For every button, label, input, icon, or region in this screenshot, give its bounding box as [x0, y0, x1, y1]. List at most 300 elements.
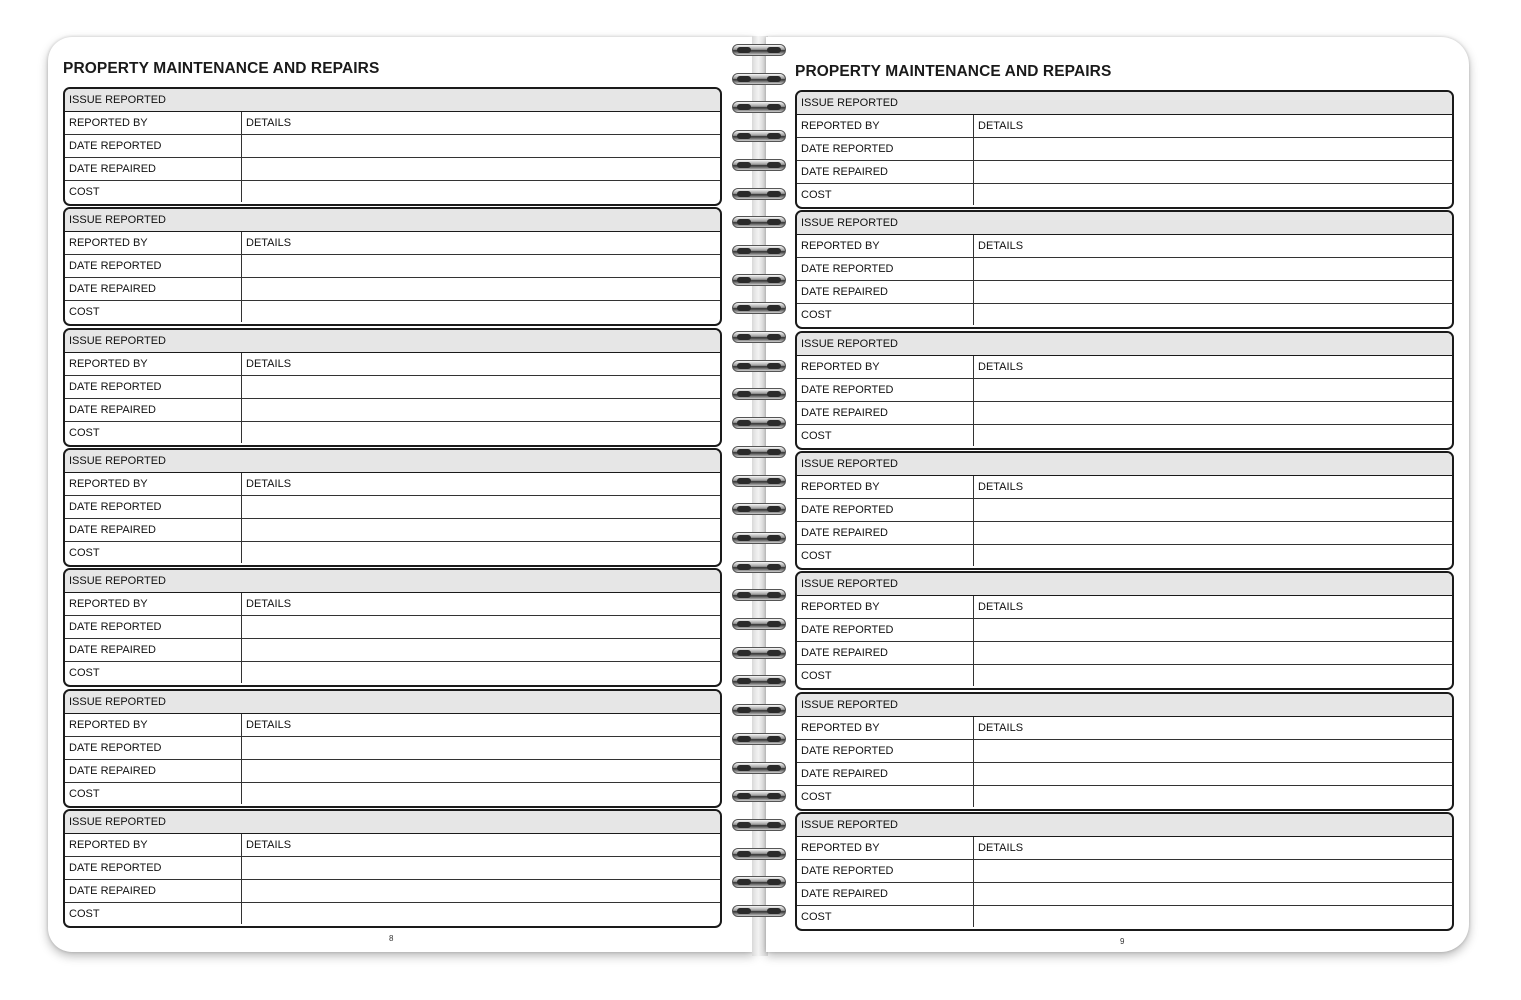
cost-row [797, 184, 1452, 205]
date-repaired-field[interactable] [65, 158, 242, 180]
date-repaired-field[interactable] [65, 399, 242, 421]
details-line[interactable] [974, 304, 1452, 325]
repair-entry [63, 689, 722, 808]
spiral-loop-icon [732, 532, 786, 544]
date-repaired-label: DATE REPAIRED [69, 283, 156, 296]
date-reported-row [797, 740, 1452, 763]
reported-by-field[interactable] [797, 717, 974, 739]
details-line[interactable] [242, 616, 720, 638]
date-reported-row [65, 737, 720, 760]
date-repaired-row [65, 158, 720, 181]
date-repaired-row [797, 161, 1452, 184]
date-reported-label: DATE REPORTED [69, 260, 162, 273]
details-line[interactable] [242, 399, 720, 421]
details-label: DETAILS [978, 721, 1024, 734]
date-reported-label: DATE REPORTED [801, 864, 894, 877]
date-reported-label: DATE REPORTED [801, 263, 894, 276]
date-repaired-field[interactable] [797, 402, 974, 424]
date-repaired-row [797, 402, 1452, 425]
issue-reported-field[interactable] [797, 453, 1452, 476]
spiral-loop-icon [732, 417, 786, 429]
issue-reported-label: ISSUE REPORTED [801, 217, 898, 230]
issue-reported-label: ISSUE REPORTED [69, 214, 166, 227]
date-repaired-label: DATE REPAIRED [801, 526, 888, 539]
spiral-loop-icon [732, 101, 786, 113]
reported-by-label: REPORTED BY [801, 601, 880, 614]
details-label: DETAILS [246, 357, 292, 370]
spiral-loop-icon [732, 762, 786, 774]
reported-by-field[interactable] [65, 714, 242, 736]
details-line[interactable] [242, 760, 720, 782]
date-reported-field[interactable] [797, 499, 974, 521]
reported-by-label: REPORTED BY [69, 598, 148, 611]
date-reported-field[interactable] [65, 496, 242, 518]
spiral-loop-icon [732, 790, 786, 802]
details-label: DETAILS [246, 838, 292, 851]
details-line[interactable] [974, 184, 1452, 205]
details-label: DETAILS [246, 117, 292, 129]
details-line[interactable] [974, 499, 1452, 521]
cost-row [797, 304, 1452, 325]
details-line[interactable] [974, 522, 1452, 544]
date-repaired-label: DATE REPAIRED [801, 286, 888, 299]
date-repaired-row [797, 642, 1452, 665]
date-reported-field[interactable] [797, 258, 974, 280]
reported-by-field[interactable] [797, 235, 974, 257]
details-line[interactable] [242, 639, 720, 661]
issue-reported-field[interactable] [797, 212, 1452, 235]
issue-reported-label: ISSUE REPORTED [801, 337, 898, 350]
date-reported-label: DATE REPORTED [801, 143, 894, 155]
details-line[interactable] [242, 422, 720, 443]
date-reported-label: DATE REPORTED [801, 503, 894, 516]
date-repaired-field[interactable] [797, 763, 974, 785]
cost-field[interactable] [65, 542, 242, 563]
spiral-loop-icon [732, 905, 786, 917]
date-reported-field[interactable] [65, 135, 242, 157]
date-repaired-row [65, 639, 720, 662]
page-number: 9 [1120, 937, 1125, 946]
cost-row [65, 422, 720, 443]
details-field[interactable] [242, 353, 720, 375]
reported-by-label: REPORTED BY [801, 480, 880, 493]
details-field[interactable] [242, 834, 720, 856]
date-repaired-field[interactable] [65, 639, 242, 661]
cost-row [65, 542, 720, 563]
repair-entry [63, 207, 722, 326]
details-label: DETAILS [978, 480, 1024, 493]
date-reported-row [65, 255, 720, 278]
spiral-binding-icon [728, 40, 792, 950]
date-repaired-row [65, 278, 720, 301]
date-reported-row [797, 258, 1452, 281]
cost-field[interactable] [65, 783, 242, 804]
repair-entry [63, 568, 722, 687]
details-line[interactable] [974, 258, 1452, 280]
date-repaired-field[interactable] [797, 883, 974, 905]
details-line[interactable] [242, 542, 720, 563]
spiral-loop-icon [732, 733, 786, 745]
reported-by-row [797, 356, 1452, 379]
cost-field[interactable] [797, 906, 974, 927]
date-reported-row [65, 376, 720, 399]
spiral-loop-icon [732, 73, 786, 85]
issue-reported-field[interactable] [65, 450, 720, 473]
date-repaired-label: DATE REPAIRED [69, 163, 156, 175]
issue-reported-label: ISSUE REPORTED [69, 695, 166, 708]
details-line[interactable] [974, 642, 1452, 664]
date-reported-row [797, 499, 1452, 522]
date-repaired-label: DATE REPAIRED [69, 764, 156, 777]
repair-entry [795, 451, 1454, 570]
spiral-loop-icon [732, 44, 786, 56]
reported-by-label: REPORTED BY [69, 117, 148, 129]
date-reported-label: DATE REPORTED [69, 500, 162, 513]
issue-reported-field[interactable] [797, 333, 1452, 356]
cost-row [65, 783, 720, 804]
date-reported-row [797, 379, 1452, 402]
page-title: PROPERTY MAINTENANCE AND REPAIRS [795, 63, 1112, 80]
cost-row [797, 906, 1452, 927]
date-reported-label: DATE REPORTED [801, 383, 894, 396]
date-repaired-label: DATE REPAIRED [801, 887, 888, 900]
reported-by-field[interactable] [65, 473, 242, 495]
spiral-loop-icon [732, 331, 786, 343]
cost-row [797, 545, 1452, 566]
repair-entry [795, 692, 1454, 811]
details-line[interactable] [974, 402, 1452, 424]
details-label: DETAILS [246, 598, 292, 611]
issue-reported-field[interactable] [65, 209, 720, 232]
repair-entry [63, 448, 722, 567]
details-label: DETAILS [246, 477, 292, 490]
details-line[interactable] [242, 301, 720, 322]
reported-by-row [65, 112, 720, 135]
date-repaired-row [65, 760, 720, 783]
date-reported-row [65, 616, 720, 639]
reported-by-field[interactable] [797, 356, 974, 378]
details-field[interactable] [974, 476, 1452, 498]
issue-reported-label: ISSUE REPORTED [801, 578, 898, 591]
reported-by-row [797, 837, 1452, 860]
repair-entry [795, 571, 1454, 690]
cost-row [797, 786, 1452, 807]
details-field[interactable] [974, 596, 1452, 618]
date-repaired-row [65, 519, 720, 542]
reported-by-row [65, 473, 720, 496]
details-line[interactable] [974, 379, 1452, 401]
details-line[interactable] [974, 161, 1452, 183]
spiral-loop-icon [732, 274, 786, 286]
date-reported-row [65, 857, 720, 880]
details-line[interactable] [242, 158, 720, 180]
cost-field[interactable] [797, 665, 974, 686]
reported-by-row [797, 115, 1452, 138]
date-reported-field[interactable] [797, 138, 974, 160]
date-repaired-field[interactable] [797, 642, 974, 664]
issue-reported-label: ISSUE REPORTED [801, 457, 898, 470]
date-repaired-row [797, 763, 1452, 786]
date-repaired-field[interactable] [65, 760, 242, 782]
issue-reported-field[interactable] [65, 89, 720, 112]
cost-field[interactable] [65, 301, 242, 322]
repair-entry [795, 90, 1454, 209]
reported-by-label: REPORTED BY [69, 718, 148, 731]
details-field[interactable] [242, 473, 720, 495]
reported-by-label: REPORTED BY [69, 838, 148, 851]
spiral-loop-icon [732, 302, 786, 314]
spiral-loop-icon [732, 704, 786, 716]
cost-label: COST [69, 907, 100, 920]
reported-by-row [797, 476, 1452, 499]
details-label: DETAILS [246, 718, 292, 731]
issue-reported-field[interactable] [65, 330, 720, 353]
reported-by-row [797, 596, 1452, 619]
date-reported-row [65, 496, 720, 519]
cost-row [65, 181, 720, 202]
cost-label: COST [801, 670, 832, 683]
reported-by-row [65, 714, 720, 737]
date-reported-label: DATE REPORTED [69, 140, 162, 152]
details-line[interactable] [974, 883, 1452, 905]
date-reported-label: DATE REPORTED [69, 380, 162, 393]
issue-reported-field[interactable] [65, 691, 720, 714]
cost-row [65, 301, 720, 322]
cost-field[interactable] [797, 304, 974, 325]
cost-field[interactable] [797, 425, 974, 446]
date-reported-field[interactable] [65, 737, 242, 759]
reported-by-row [65, 232, 720, 255]
details-line[interactable] [974, 425, 1452, 446]
reported-by-field[interactable] [65, 353, 242, 375]
details-line[interactable] [242, 857, 720, 879]
details-label: DETAILS [978, 601, 1024, 614]
cost-label: COST [69, 426, 100, 439]
reported-by-row [65, 353, 720, 376]
date-repaired-row [797, 522, 1452, 545]
details-line[interactable] [242, 880, 720, 902]
details-label: DETAILS [978, 240, 1024, 253]
details-line[interactable] [242, 519, 720, 541]
details-line[interactable] [974, 619, 1452, 641]
date-repaired-field[interactable] [797, 281, 974, 303]
cost-field[interactable] [65, 662, 242, 683]
details-line[interactable] [974, 281, 1452, 303]
details-line[interactable] [974, 860, 1452, 882]
cost-label: COST [69, 787, 100, 800]
date-repaired-label: DATE REPAIRED [801, 166, 888, 178]
cost-label: COST [69, 186, 100, 198]
reported-by-row [65, 834, 720, 857]
spiral-loop-icon [732, 130, 786, 142]
cost-field[interactable] [797, 786, 974, 807]
details-line[interactable] [242, 903, 720, 924]
entry-list [795, 90, 1454, 932]
date-repaired-field[interactable] [797, 522, 974, 544]
date-repaired-field[interactable] [65, 880, 242, 902]
details-line[interactable] [974, 906, 1452, 927]
date-reported-field[interactable] [65, 376, 242, 398]
repair-entry [795, 331, 1454, 450]
spiral-loop-icon [732, 647, 786, 659]
cost-label: COST [801, 189, 832, 201]
date-reported-row [797, 860, 1452, 883]
details-line[interactable] [242, 278, 720, 300]
right-page [766, 37, 1469, 952]
reported-by-field[interactable] [797, 115, 974, 137]
reported-by-label: REPORTED BY [69, 477, 148, 490]
cost-row [797, 665, 1452, 686]
cost-field[interactable] [65, 181, 242, 202]
cost-label: COST [801, 429, 832, 442]
details-line[interactable] [242, 376, 720, 398]
date-reported-row [797, 619, 1452, 642]
spiral-loop-icon [732, 216, 786, 228]
issue-reported-field[interactable] [797, 814, 1452, 837]
date-repaired-field[interactable] [65, 278, 242, 300]
details-line[interactable] [974, 138, 1452, 160]
reported-by-row [797, 717, 1452, 740]
reported-by-field[interactable] [65, 593, 242, 615]
reported-by-field[interactable] [65, 112, 242, 134]
date-reported-field[interactable] [797, 379, 974, 401]
reported-by-label: REPORTED BY [69, 237, 148, 250]
details-field[interactable] [242, 232, 720, 254]
date-reported-field[interactable] [797, 740, 974, 762]
details-line[interactable] [974, 665, 1452, 686]
issue-reported-label: ISSUE REPORTED [801, 818, 898, 831]
date-repaired-label: DATE REPAIRED [69, 884, 156, 897]
repair-entry [63, 809, 722, 928]
issue-reported-label: ISSUE REPORTED [801, 698, 898, 711]
spiral-loop-icon [732, 360, 786, 372]
left-page [48, 37, 754, 952]
issue-reported-field[interactable] [797, 694, 1452, 717]
cost-label: COST [69, 667, 100, 680]
reported-by-field[interactable] [797, 476, 974, 498]
reported-by-field[interactable] [797, 837, 974, 859]
spiral-loop-icon [732, 848, 786, 860]
date-repaired-label: DATE REPAIRED [69, 644, 156, 657]
date-repaired-row [797, 281, 1452, 304]
details-line[interactable] [974, 545, 1452, 566]
details-field[interactable] [974, 356, 1452, 378]
details-line[interactable] [974, 763, 1452, 785]
repair-entry [795, 812, 1454, 931]
details-line[interactable] [974, 740, 1452, 762]
spiral-loop-icon [732, 446, 786, 458]
cost-field[interactable] [797, 184, 974, 205]
date-reported-field[interactable] [65, 616, 242, 638]
details-line[interactable] [242, 496, 720, 518]
details-label: DETAILS [978, 841, 1024, 854]
cost-row [65, 662, 720, 683]
details-field[interactable] [974, 717, 1452, 739]
reported-by-label: REPORTED BY [801, 841, 880, 854]
date-repaired-field[interactable] [797, 161, 974, 183]
reported-by-field[interactable] [65, 232, 242, 254]
date-repaired-label: DATE REPAIRED [801, 767, 888, 780]
cost-label: COST [801, 790, 832, 803]
spiral-loop-icon [732, 475, 786, 487]
details-field[interactable] [242, 714, 720, 736]
issue-reported-label: ISSUE REPORTED [69, 334, 166, 347]
date-repaired-label: DATE REPAIRED [69, 403, 156, 416]
details-field[interactable] [974, 837, 1452, 859]
spiral-loop-icon [732, 618, 786, 630]
date-repaired-field[interactable] [65, 519, 242, 541]
date-repaired-row [65, 880, 720, 903]
issue-reported-field[interactable] [65, 570, 720, 593]
cost-label: COST [801, 309, 832, 322]
details-line[interactable] [242, 181, 720, 202]
details-line[interactable] [242, 255, 720, 277]
details-field[interactable] [974, 115, 1452, 137]
date-repaired-label: DATE REPAIRED [801, 406, 888, 419]
spiral-loop-icon [732, 561, 786, 573]
spiral-loop-icon [732, 388, 786, 400]
issue-reported-label: ISSUE REPORTED [801, 97, 898, 109]
spiral-loop-icon [732, 188, 786, 200]
cost-label: COST [801, 910, 832, 923]
details-field[interactable] [242, 593, 720, 615]
cost-field[interactable] [797, 545, 974, 566]
details-field[interactable] [242, 112, 720, 134]
issue-reported-field[interactable] [797, 92, 1452, 115]
details-line[interactable] [242, 783, 720, 804]
details-label: DETAILS [978, 120, 1024, 132]
cost-label: COST [69, 306, 100, 319]
reported-by-label: REPORTED BY [801, 120, 880, 132]
date-repaired-row [65, 399, 720, 422]
spiral-loop-icon [732, 876, 786, 888]
date-reported-label: DATE REPORTED [801, 744, 894, 757]
reported-by-row [65, 593, 720, 616]
page-title: PROPERTY MAINTENANCE AND REPAIRS [63, 60, 380, 77]
details-line[interactable] [974, 786, 1452, 807]
details-line[interactable] [242, 737, 720, 759]
details-field[interactable] [974, 235, 1452, 257]
repair-entry [795, 210, 1454, 329]
spiral-loop-icon [732, 503, 786, 515]
date-reported-field[interactable] [65, 255, 242, 277]
cost-field[interactable] [65, 422, 242, 443]
issue-reported-label: ISSUE REPORTED [69, 454, 166, 467]
spiral-loop-icon [732, 819, 786, 831]
issue-reported-field[interactable] [797, 573, 1452, 596]
cost-row [797, 425, 1452, 446]
reported-by-label: REPORTED BY [69, 357, 148, 370]
reported-by-field[interactable] [65, 834, 242, 856]
reported-by-field[interactable] [797, 596, 974, 618]
date-reported-field[interactable] [797, 860, 974, 882]
date-reported-label: DATE REPORTED [801, 624, 894, 637]
issue-reported-field[interactable] [65, 811, 720, 834]
details-line[interactable] [242, 135, 720, 157]
date-reported-field[interactable] [65, 857, 242, 879]
reported-by-label: REPORTED BY [801, 721, 880, 734]
details-line[interactable] [242, 662, 720, 683]
spiral-loop-icon [732, 245, 786, 257]
date-reported-field[interactable] [797, 619, 974, 641]
date-reported-label: DATE REPORTED [69, 861, 162, 874]
cost-field[interactable] [65, 903, 242, 924]
details-label: DETAILS [978, 360, 1024, 373]
spiral-loop-icon [732, 159, 786, 171]
date-repaired-label: DATE REPAIRED [69, 523, 156, 536]
issue-reported-label: ISSUE REPORTED [69, 575, 166, 588]
date-reported-label: DATE REPORTED [69, 741, 162, 754]
